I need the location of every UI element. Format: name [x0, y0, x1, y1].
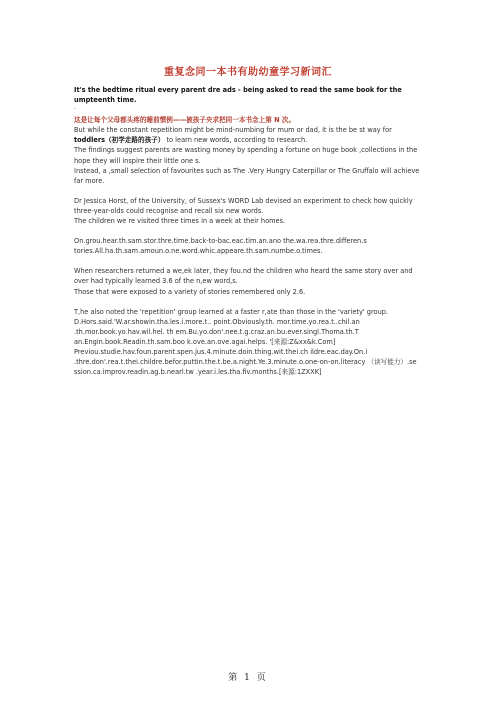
paragraph-7: When researchers returned a we,ek later, they fou.nd the children who heard the same story over and over had typically learned 3.6 of the n,ew word,s. — [74, 267, 413, 286]
chinese-translation: 这是让每个父母都头疼的睡前惯例——被孩子央求把同一本书念上第 N 次。 — [74, 116, 296, 125]
separator-dot: · — [74, 106, 76, 114]
paragraph-3: Instead, a ,small selection of favourites such as The .Very Hungry Caterpillar or The Gruffalo will achieve far more. — [74, 166, 420, 185]
paragraph-9: T,he also noted the 'repetition' group learned at a faster r,ate than those in the 'variety' group. D.Hors.said.'W.ar.showin.tha.les.i.more.t.. point.Obviously.th. mor.time.yo.rea.t..chil.an .th.mor.book.yo.hav.wil.hel. th em.Bu.yo.don'.nee.t.g.craz.an.bu.ever.singl.Thoma.th.T an.Engin.book.Readin.th.sam.boo k.ove.an.ove.agai.helps. '[来源:Z&xx&k.Com] Previou.studie.hav.foun.parent.spen.jus.4.minute.doin.thing.wit.thei.ch ildre.eac.day.On.i .thre.don'.rea.t.thei.childre.befor.puttin.the.t.be.a.night.Ye.3.minute.o.one-on-on.literacy （读写能力）.se ssion.ca.improv.readin.ag.b.nearl.tw .year.i.les.tha.fiv.months.[来源:1ZXXK] — [74, 307, 417, 377]
paragraph-6: On.grou.hear.th.sam.stor.thre.time.back-to-bac.eac.tim.an.ano the.wa.rea.thre.differen.s tories.All.ha.th.sam.amoun.o.ne.word.whic.appeare.th.sam.numbe.o.times. — [74, 237, 367, 256]
article-body — [74, 85, 420, 377]
page-number: 第 1 页 — [228, 673, 268, 683]
paragraph-1-text-a: But while the constant repetition might be mind-numbing for mum or dad, it is the be st way for — [74, 126, 392, 135]
page-title: 重复念同一本书有助幼童学习新词汇 — [164, 67, 332, 78]
paragraph-2: The findings suggest parents are wasting money by spending a fortune on huge book ,collections in the hope they will inspire their little one s. — [74, 146, 418, 165]
toddlers-term: toddlers（初学走路的孩子） — [74, 136, 165, 145]
paragraph-1 — [74, 125, 420, 145]
paragraph-1-text-b: to learn new words, according to research. — [164, 136, 308, 145]
paragraph-4: Dr Jessica Horst, of the University, of Sussex's WORD Lab devised an experiment to check how quickly three-year-olds could recognise and recall six new words. — [74, 196, 413, 215]
paragraph-8: Those that were exposed to a variety of stories remembered only 2.6. — [74, 287, 306, 296]
intro-sentence: It's the bedtime ritual every parent dre ads - being asked to read the same book for the umpteenth time. — [74, 86, 402, 105]
paragraph-5: The children we re visited three times in a week at their homes. — [74, 217, 286, 226]
